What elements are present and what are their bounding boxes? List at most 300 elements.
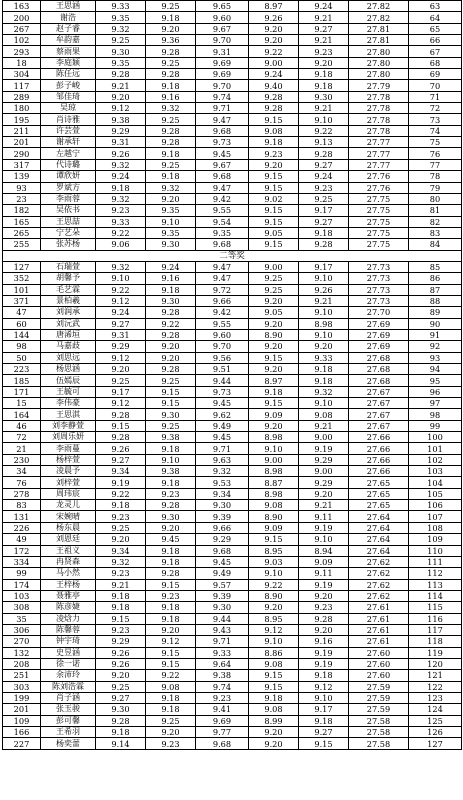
cell-s3: 9.55 [196, 205, 249, 216]
cell-s4: 9.09 [249, 409, 299, 420]
cell-s2: 9.24 [146, 261, 196, 272]
cell-rank: 95 [409, 375, 462, 386]
cell-s4: 9.18 [249, 386, 299, 397]
table-row [3, 454, 462, 465]
cell-rank: 123 [409, 692, 462, 703]
cell-s1: 9.20 [96, 91, 146, 102]
cell-s4: 9.15 [249, 534, 299, 545]
table-row [3, 182, 462, 193]
cell-s1: 9.25 [96, 375, 146, 386]
cell-s4: 9.25 [249, 284, 299, 295]
cell-s4: 9.08 [249, 125, 299, 136]
cell-id: 109 [3, 715, 41, 726]
cell-s1: 9.12 [96, 352, 146, 363]
cell-s4: 9.15 [249, 398, 299, 409]
cell-s2: 9.18 [146, 704, 196, 715]
cell-s3: 9.65 [196, 1, 249, 12]
cell-total: 27.62 [349, 579, 409, 590]
cell-total: 27.65 [349, 477, 409, 488]
cell-s4: 9.15 [249, 205, 299, 216]
cell-id: 289 [3, 91, 41, 102]
cell-s2: 9.20 [146, 522, 196, 533]
cell-id: 290 [3, 148, 41, 159]
cell-s5: 9.10 [299, 273, 349, 284]
cell-id: 195 [3, 114, 41, 125]
cell-s3: 9.42 [196, 307, 249, 318]
table-row [3, 704, 462, 715]
cell-s1: 9.19 [96, 477, 146, 488]
cell-s5: 9.10 [299, 692, 349, 703]
cell-rank: 97 [409, 398, 462, 409]
cell-total: 27.62 [349, 590, 409, 601]
cell-name: 王梓杨 [41, 579, 96, 590]
cell-s2: 9.23 [146, 590, 196, 601]
cell-s4: 9.20 [249, 602, 299, 613]
cell-s1: 9.24 [96, 171, 146, 182]
cell-rank: 119 [409, 647, 462, 658]
cell-s4: 9.15 [249, 681, 299, 692]
cell-s1: 9.33 [96, 216, 146, 227]
cell-total: 27.61 [349, 624, 409, 635]
cell-s4: 8.95 [249, 545, 299, 556]
cell-s3: 9.23 [196, 692, 249, 703]
cell-s5: 9.10 [299, 534, 349, 545]
cell-s1: 9.32 [96, 159, 146, 170]
cell-s2: 9.35 [146, 205, 196, 216]
cell-name: 李庭颖 [41, 57, 96, 68]
cell-total: 27.61 [349, 613, 409, 624]
cell-rank: 118 [409, 636, 462, 647]
cell-name: 刘李静萱 [41, 420, 96, 431]
table-row [3, 375, 462, 386]
cell-s2: 9.18 [146, 171, 196, 182]
cell-name: 刘梓萱 [41, 477, 96, 488]
cell-s2: 9.30 [146, 409, 196, 420]
cell-s4: 9.10 [249, 636, 299, 647]
cell-id: 18 [3, 57, 41, 68]
cell-s4: 9.03 [249, 556, 299, 567]
table-row [3, 409, 462, 420]
cell-s3: 9.43 [196, 624, 249, 635]
cell-s1: 9.29 [96, 125, 146, 136]
cell-s4: 8.86 [249, 647, 299, 658]
cell-rank: 73 [409, 114, 462, 125]
table-row [3, 12, 462, 23]
cell-id: 15 [3, 398, 41, 409]
cell-id: 278 [3, 488, 41, 499]
cell-s1: 9.12 [96, 295, 146, 306]
cell-id: 185 [3, 375, 41, 386]
cell-s4: 9.05 [249, 307, 299, 318]
cell-s1: 9.26 [96, 658, 146, 669]
cell-s1: 9.12 [96, 103, 146, 114]
cell-s2: 9.36 [146, 35, 196, 46]
cell-total: 27.82 [349, 1, 409, 12]
cell-total: 27.62 [349, 568, 409, 579]
table-row [3, 295, 462, 306]
table-row [3, 23, 462, 34]
cell-s4: 9.20 [249, 738, 299, 749]
cell-id: 93 [3, 182, 41, 193]
table-row [3, 590, 462, 601]
cell-s4: 9.00 [249, 57, 299, 68]
cell-s2: 9.12 [146, 636, 196, 647]
cell-total: 27.64 [349, 534, 409, 545]
cell-id: 101 [3, 284, 41, 295]
cell-s2: 9.30 [146, 511, 196, 522]
cell-id: 304 [3, 69, 41, 80]
cell-rank: 98 [409, 409, 462, 420]
cell-total: 27.78 [349, 125, 409, 136]
cell-s4: 9.40 [249, 80, 299, 91]
cell-rank: 121 [409, 670, 462, 681]
cell-s4: 8.98 [249, 466, 299, 477]
cell-total: 27.62 [349, 556, 409, 567]
cell-name: 杨奕蕾 [41, 738, 96, 749]
cell-s1: 9.31 [96, 329, 146, 340]
cell-total: 27.61 [349, 636, 409, 647]
cell-s1: 9.26 [96, 647, 146, 658]
cell-s1: 9.29 [96, 341, 146, 352]
cell-s2: 9.20 [146, 727, 196, 738]
cell-rank: 100 [409, 432, 462, 443]
cell-s2: 9.20 [146, 624, 196, 635]
cell-rank: 101 [409, 443, 462, 454]
cell-id: 171 [3, 386, 41, 397]
cell-id: 46 [3, 420, 41, 431]
cell-s1: 9.32 [96, 23, 146, 34]
cell-total: 27.59 [349, 681, 409, 692]
cell-s1: 9.18 [96, 727, 146, 738]
cell-s5: 9.09 [299, 556, 349, 567]
cell-rank: 63 [409, 1, 462, 12]
cell-s5: 9.24 [299, 1, 349, 12]
cell-s3: 9.34 [196, 488, 249, 499]
cell-name: 刘思远 [41, 352, 96, 363]
cell-s5: 9.10 [299, 307, 349, 318]
cell-rank: 82 [409, 216, 462, 227]
cell-total: 27.76 [349, 171, 409, 182]
cell-s3: 9.45 [196, 556, 249, 567]
cell-total: 27.66 [349, 466, 409, 477]
cell-s5: 9.19 [299, 647, 349, 658]
cell-s3: 9.64 [196, 658, 249, 669]
cell-s5: 9.18 [299, 364, 349, 375]
cell-s3: 9.42 [196, 193, 249, 204]
cell-total: 27.66 [349, 443, 409, 454]
cell-name: 刘周乐妍 [41, 432, 96, 443]
cell-name: 刘润承 [41, 307, 96, 318]
table-row [3, 103, 462, 114]
cell-s4: 9.23 [249, 148, 299, 159]
cell-s4: 9.08 [249, 500, 299, 511]
cell-s1: 9.25 [96, 522, 146, 533]
cell-rank: 65 [409, 23, 462, 34]
cell-s1: 9.28 [96, 432, 146, 443]
cell-rank: 92 [409, 341, 462, 352]
cell-s4: 9.05 [249, 227, 299, 238]
cell-s1: 9.35 [96, 12, 146, 23]
cell-s2: 9.22 [146, 670, 196, 681]
cell-rank: 74 [409, 125, 462, 136]
cell-s2: 9.20 [146, 352, 196, 363]
cell-s1: 9.32 [96, 193, 146, 204]
cell-rank: 110 [409, 545, 462, 556]
cell-s4: 9.20 [249, 341, 299, 352]
cell-s4: 9.15 [249, 182, 299, 193]
table-row [3, 148, 462, 159]
cell-s5: 9.18 [299, 715, 349, 726]
cell-id: 201 [3, 704, 41, 715]
cell-rank: 64 [409, 12, 462, 23]
cell-id: 265 [3, 227, 41, 238]
cell-s5: 9.21 [299, 12, 349, 23]
cell-s4: 9.20 [249, 295, 299, 306]
cell-s3: 9.68 [196, 738, 249, 749]
cell-total: 27.66 [349, 432, 409, 443]
cell-s5: 9.17 [299, 205, 349, 216]
cell-s3: 9.47 [196, 114, 249, 125]
cell-s1: 9.27 [96, 454, 146, 465]
cell-s3: 9.29 [196, 534, 249, 545]
cell-total: 27.65 [349, 500, 409, 511]
cell-s2: 9.45 [146, 534, 196, 545]
cell-s3: 9.33 [196, 647, 249, 658]
table-row [3, 205, 462, 216]
cell-id: 103 [3, 590, 41, 601]
cell-rank: 84 [409, 239, 462, 250]
cell-total: 27.73 [349, 261, 409, 272]
cell-s5: 8.94 [299, 545, 349, 556]
cell-s5: 9.22 [299, 125, 349, 136]
cell-rank: 78 [409, 171, 462, 182]
cell-name: 王祖义 [41, 545, 96, 556]
cell-s2: 9.20 [146, 341, 196, 352]
cell-name: 肖诗雅 [41, 114, 96, 125]
cell-s2: 9.25 [146, 57, 196, 68]
cell-total: 27.77 [349, 159, 409, 170]
cell-s4: 9.15 [249, 216, 299, 227]
table-row [3, 341, 462, 352]
cell-s1: 9.22 [96, 284, 146, 295]
cell-s5: 9.11 [299, 568, 349, 579]
cell-total: 27.60 [349, 670, 409, 681]
cell-s3: 9.69 [196, 69, 249, 80]
cell-rank: 72 [409, 103, 462, 114]
cell-total: 27.78 [349, 103, 409, 114]
cell-s1: 9.12 [96, 398, 146, 409]
cell-id: 293 [3, 46, 41, 57]
cell-s2: 9.10 [146, 454, 196, 465]
cell-s5: 9.29 [299, 477, 349, 488]
cell-rank: 90 [409, 318, 462, 329]
cell-id: 199 [3, 692, 41, 703]
cell-s3: 9.72 [196, 284, 249, 295]
cell-s1: 9.26 [96, 443, 146, 454]
cell-total: 27.69 [349, 341, 409, 352]
cell-s2: 9.23 [146, 738, 196, 749]
cell-total: 27.59 [349, 692, 409, 703]
cell-name: 张玉骏 [41, 704, 96, 715]
cell-s2: 9.25 [146, 159, 196, 170]
cell-total: 27.81 [349, 35, 409, 46]
cell-s5: 9.20 [299, 590, 349, 601]
cell-s3: 9.71 [196, 636, 249, 647]
cell-s3: 9.51 [196, 364, 249, 375]
cell-total: 27.67 [349, 386, 409, 397]
cell-rank: 103 [409, 466, 462, 477]
cell-total: 27.75 [349, 216, 409, 227]
cell-total: 27.67 [349, 420, 409, 431]
cell-s1: 9.30 [96, 46, 146, 57]
cell-s5: 9.18 [299, 80, 349, 91]
cell-name: 王思淇 [41, 409, 96, 420]
table-row [3, 137, 462, 148]
cell-s3: 9.30 [196, 602, 249, 613]
cell-s2: 9.18 [146, 602, 196, 613]
cell-total: 27.68 [349, 352, 409, 363]
cell-s2: 9.35 [146, 227, 196, 238]
cell-s3: 9.68 [196, 545, 249, 556]
cell-s2: 9.30 [146, 239, 196, 250]
table-row [3, 35, 462, 46]
cell-id: 47 [3, 307, 41, 318]
cell-s3: 9.57 [196, 579, 249, 590]
cell-s3: 9.56 [196, 352, 249, 363]
cell-s5: 9.32 [299, 386, 349, 397]
table-row [3, 1, 462, 12]
cell-s3: 9.68 [196, 171, 249, 182]
cell-s1: 9.23 [96, 511, 146, 522]
cell-total: 27.73 [349, 273, 409, 284]
cell-total: 27.75 [349, 205, 409, 216]
cell-s4: 9.08 [249, 658, 299, 669]
cell-s5: 9.28 [299, 613, 349, 624]
cell-s5: 9.18 [299, 670, 349, 681]
cell-name: 凌焓力 [41, 613, 96, 624]
cell-total: 27.61 [349, 602, 409, 613]
cell-s4: 9.20 [249, 727, 299, 738]
table-row [3, 171, 462, 182]
cell-s4: 9.26 [249, 12, 299, 23]
cell-s4: 9.18 [249, 137, 299, 148]
cell-s1: 9.24 [96, 307, 146, 318]
cell-total: 27.81 [349, 23, 409, 34]
table-row [3, 579, 462, 590]
cell-s2: 9.32 [146, 103, 196, 114]
cell-s1: 9.21 [96, 80, 146, 91]
cell-s3: 9.73 [196, 137, 249, 148]
cell-id: 98 [3, 341, 41, 352]
table-row [3, 568, 462, 579]
cell-s1: 9.38 [96, 114, 146, 125]
cell-s3: 9.70 [196, 341, 249, 352]
cell-name: 毛艺霖 [41, 284, 96, 295]
cell-rank: 93 [409, 352, 462, 363]
cell-s2: 9.25 [146, 114, 196, 125]
table-row [3, 364, 462, 375]
cell-s3: 9.47 [196, 261, 249, 272]
cell-total: 27.76 [349, 182, 409, 193]
cell-rank: 96 [409, 386, 462, 397]
table-row [3, 443, 462, 454]
cell-s5: 9.21 [299, 420, 349, 431]
cell-name: 李雨蓉 [41, 193, 96, 204]
cell-s3: 9.32 [196, 466, 249, 477]
cell-s5: 9.24 [299, 171, 349, 182]
cell-s1: 9.18 [96, 602, 146, 613]
cell-s3: 9.62 [196, 409, 249, 420]
cell-rank: 116 [409, 613, 462, 624]
cell-id: 131 [3, 511, 41, 522]
cell-id: 306 [3, 624, 41, 635]
cell-s4: 8.98 [249, 488, 299, 499]
table-row [3, 239, 462, 250]
cell-s5: 9.10 [299, 398, 349, 409]
cell-s5: 9.23 [299, 46, 349, 57]
cell-s5: 9.21 [299, 35, 349, 46]
cell-rank: 85 [409, 261, 462, 272]
cell-id: 230 [3, 454, 41, 465]
cell-id: 352 [3, 273, 41, 284]
cell-s2: 9.28 [146, 46, 196, 57]
cell-rank: 68 [409, 57, 462, 68]
cell-id: 117 [3, 80, 41, 91]
cell-s3: 9.77 [196, 727, 249, 738]
table-row [3, 125, 462, 136]
table-row [3, 432, 462, 443]
cell-id: 267 [3, 23, 41, 34]
cell-s4: 8.98 [249, 432, 299, 443]
table-row [3, 318, 462, 329]
cell-s2: 9.18 [146, 284, 196, 295]
cell-rank: 71 [409, 91, 462, 102]
table-row [3, 613, 462, 624]
cell-s4: 9.20 [249, 159, 299, 170]
cell-s2: 9.38 [146, 466, 196, 477]
cell-rank: 115 [409, 602, 462, 613]
cell-s4: 9.00 [249, 261, 299, 272]
cell-s1: 9.26 [96, 148, 146, 159]
cell-name: 周玮宸 [41, 488, 96, 499]
cell-total: 27.75 [349, 227, 409, 238]
cell-s3: 9.39 [196, 590, 249, 601]
cell-id: 49 [3, 534, 41, 545]
cell-rank: 114 [409, 590, 462, 601]
cell-s5: 9.23 [299, 182, 349, 193]
cell-id: 102 [3, 35, 41, 46]
table-row [3, 602, 462, 613]
cell-s3: 9.49 [196, 568, 249, 579]
cell-total: 27.58 [349, 715, 409, 726]
cell-s3: 9.68 [196, 125, 249, 136]
cell-name: 凌晨予 [41, 466, 96, 477]
cell-name: 赵子睿 [41, 23, 96, 34]
cell-s5: 9.28 [299, 239, 349, 250]
cell-s4: 8.99 [249, 715, 299, 726]
cell-total: 27.79 [349, 80, 409, 91]
cell-s2: 9.28 [146, 500, 196, 511]
cell-s3: 9.45 [196, 398, 249, 409]
cell-s3: 9.67 [196, 23, 249, 34]
table-row [3, 69, 462, 80]
cell-s4: 9.08 [249, 704, 299, 715]
cell-s3: 9.53 [196, 477, 249, 488]
cell-s4: 9.00 [249, 454, 299, 465]
cell-s1: 9.14 [96, 738, 146, 749]
cell-s2: 9.25 [146, 420, 196, 431]
cell-s5: 9.20 [299, 624, 349, 635]
